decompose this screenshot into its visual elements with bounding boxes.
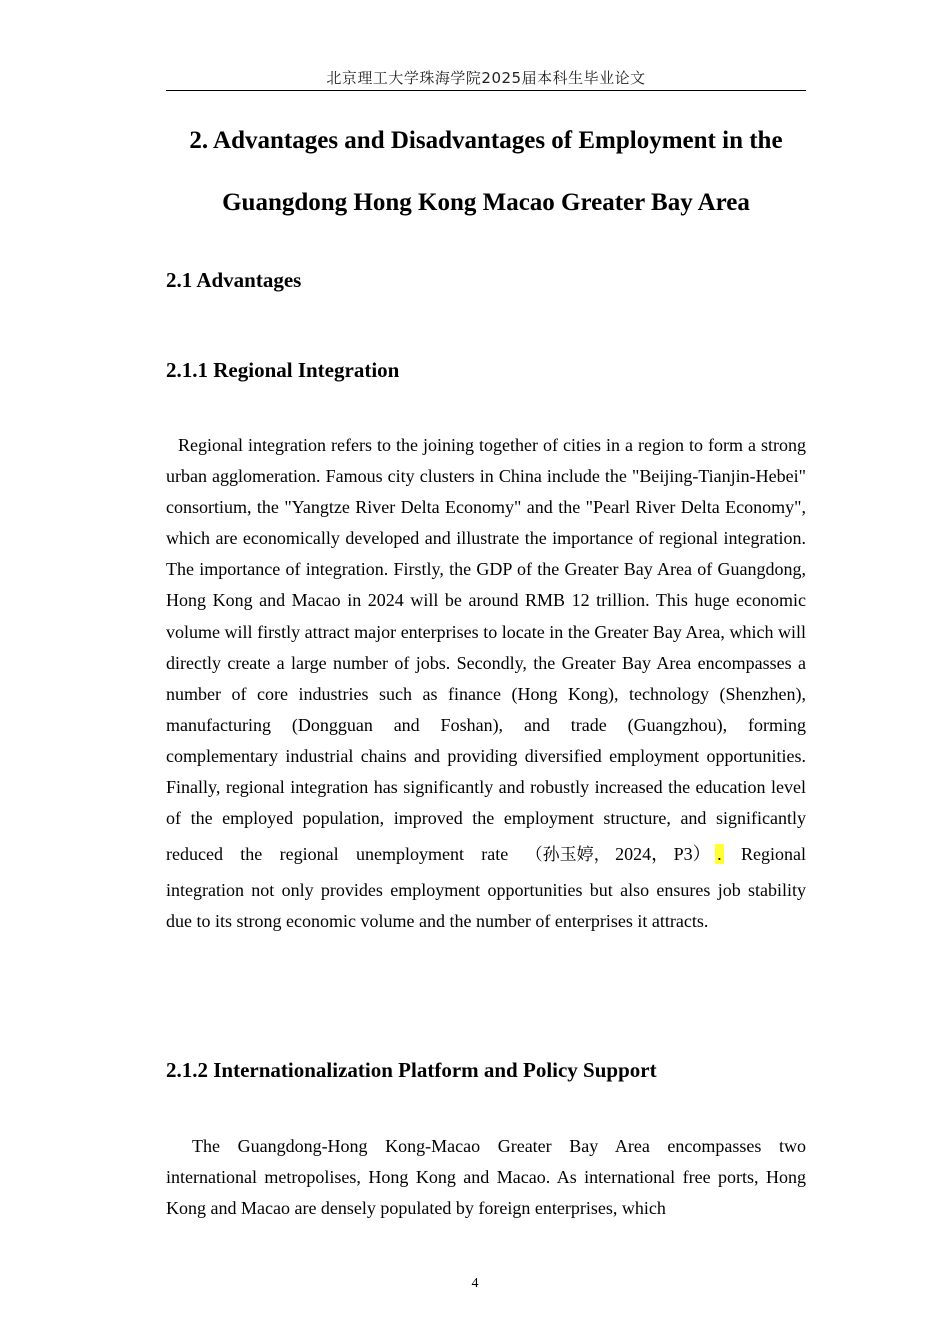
citation-author: （孙玉婷， <box>525 845 611 866</box>
section-heading-2-1-2: 2.1.2 Internationalization Platform and Policy Support <box>166 1058 657 1082</box>
paragraph-text: The Guangdong-Hong Kong-Macao Greater Bay Area encompasses two international metropolises, Hong Kong and Macao. As international free ports, Hong Kong and Macao are densely populated by foreign enterprises, which <box>166 1136 806 1219</box>
paragraph-text-part-2: Regional integration not only provides employment opportunities but also ensures job stability due to its strong economic volume and the number of enterprises it attracts. <box>166 844 807 932</box>
citation-page: P3） <box>673 844 711 865</box>
header-rule <box>166 90 806 91</box>
section-heading-2-1-1: 2.1.1 Regional Integration <box>166 358 400 382</box>
chapter-title-line-1: 2. Advantages and Disadvantages of Employment in the <box>189 127 783 154</box>
page-number: 4 <box>471 1276 479 1291</box>
paragraph-text-part-1: Regional integration refers to the joining together of cities in a region to form a strong urban agglomeration. Famous city clusters in China include the "Beijing-Tianjin-Hebei" consortium, the "Yangtze River Delta Economy" and the "Pearl River Delta Economy", which are economically developed and illustrate the importance of regional integration. The importance of integration. Firstly, the GDP of the Greater Bay Area of Guangdong, Hong Kong and Macao in 2024 will be around RMB 12 trillion. This huge economic volume will firstly attract major enterprises to locate in the Greater Bay Area, which will directly create a large number of jobs. Secondly, the Greater Bay Area encompasses a number of core industries such as finance (Hong Kong), technology (Shenzhen), manufacturing (Dongguan and Foshan), and trade (Guangzhou), forming complementary industrial chains and providing diversified employment opportunities. Finally, regional integration has significantly and robustly increased the education level of the employed population, improved the employment structure, and significantly reduced the regional unemployment rate <box>166 435 806 865</box>
highlighted-period: . <box>717 844 722 865</box>
paragraph-regional-integration <box>166 430 806 937</box>
running-header: 北京理工大学珠海学院2025届本科生毕业论文 <box>326 69 646 87</box>
chapter-title <box>166 110 806 234</box>
section-heading-2-1: 2.1 Advantages <box>166 268 302 292</box>
chapter-title-line-2: Guangdong Hong Kong Macao Greater Bay Area <box>222 189 750 216</box>
citation-year: 2024， <box>615 844 670 865</box>
paragraph-internationalization <box>166 1131 806 1224</box>
